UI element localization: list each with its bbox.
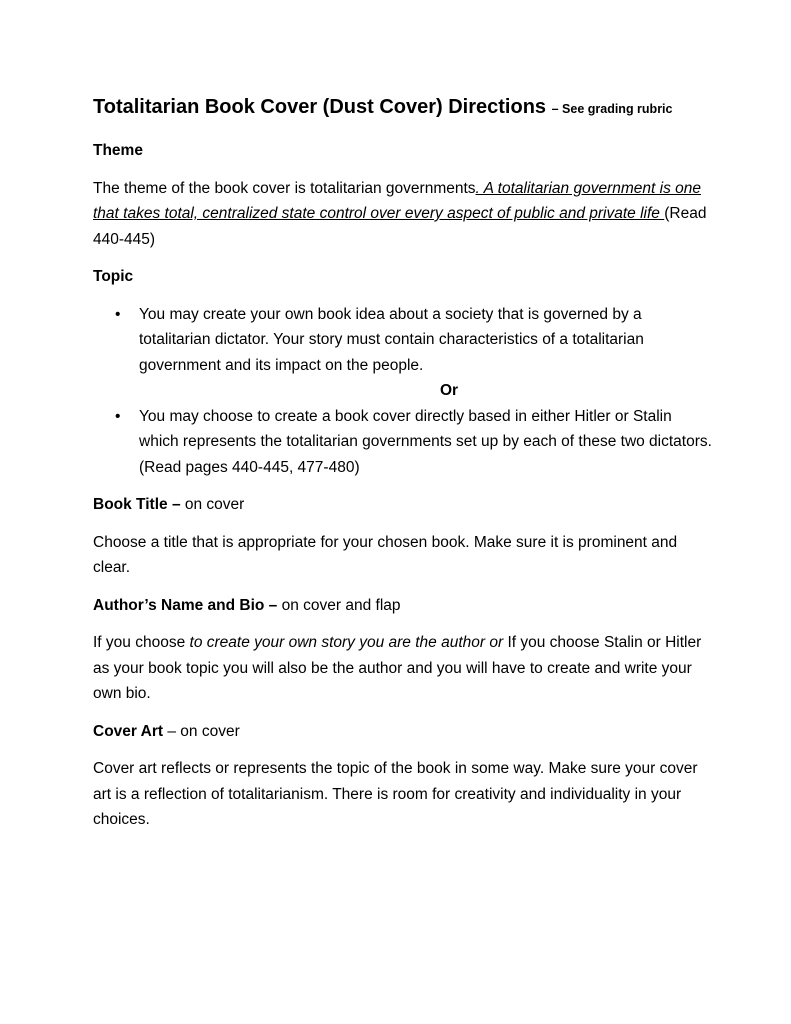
cover-art-heading [93,719,713,745]
document-title [93,92,713,124]
cover-art-paragraph: Cover art reflects or represents the topic of the book in some way. Make sure your cover art is a reflection of totalitarianism. There is room for creativity and individuality in your choices. [93,760,698,828]
author-text-italic: to create your own story you are the author or [189,634,504,651]
title-text: Totalitarian Book Cover (Dust Cover) Directions [93,96,547,118]
topic-option-text: You may create your own book idea about a society that is governed by a totalitarian dictator. Your story must contain characteristics of a totalitarian government and its impact on the people. [139,305,644,374]
topic-or-separator: Or [439,382,459,399]
title-suffix: – See grading rubric [551,102,673,116]
topic-option-text: You may choose to create a book cover directly based in either Hitler or Stalin which represents the totalitarian governments set up by each of these two dictators.(Read pages 440-445, 477-480) [139,407,712,476]
author-text-end: If you choose Stalin or Hitler as your book topic you will also be the author and you will have to create and write your own bio. [93,634,702,702]
topic-option-hitler-stalin [115,404,713,481]
book-title-heading [93,492,713,518]
totalitarian-definition: . A totalitarian government is one that takes total, centralized state control over every aspect of public and private life [93,179,701,222]
bullet-icon: • [115,407,121,425]
author-label: Author’s Name and Bio – [93,596,278,614]
author-paragraph [93,630,713,707]
topic-option-own-story [115,302,713,379]
bullet-icon: • [115,305,121,323]
book-title-location: on cover [180,496,245,513]
cover-art-location: – on cover [163,722,240,740]
topic-options-list [93,302,713,481]
author-location: on cover and flap [277,596,401,614]
topic-heading: Topic [93,268,134,285]
author-heading [93,593,713,619]
book-title-label: Book Title – [93,496,181,513]
theme-reference: (Read 440-445) [93,205,707,248]
book-title-paragraph: Choose a title that is appropriate for your chosen book. Make sure it is prominent and clear. [93,533,678,576]
author-text-start: If you choose [93,634,190,651]
theme-paragraph [93,176,713,253]
document-page [93,92,713,845]
theme-heading: Theme [93,142,143,159]
cover-art-label: Cover Art [93,722,164,740]
theme-text: The theme of the book cover is totalitarian governments [93,179,476,197]
